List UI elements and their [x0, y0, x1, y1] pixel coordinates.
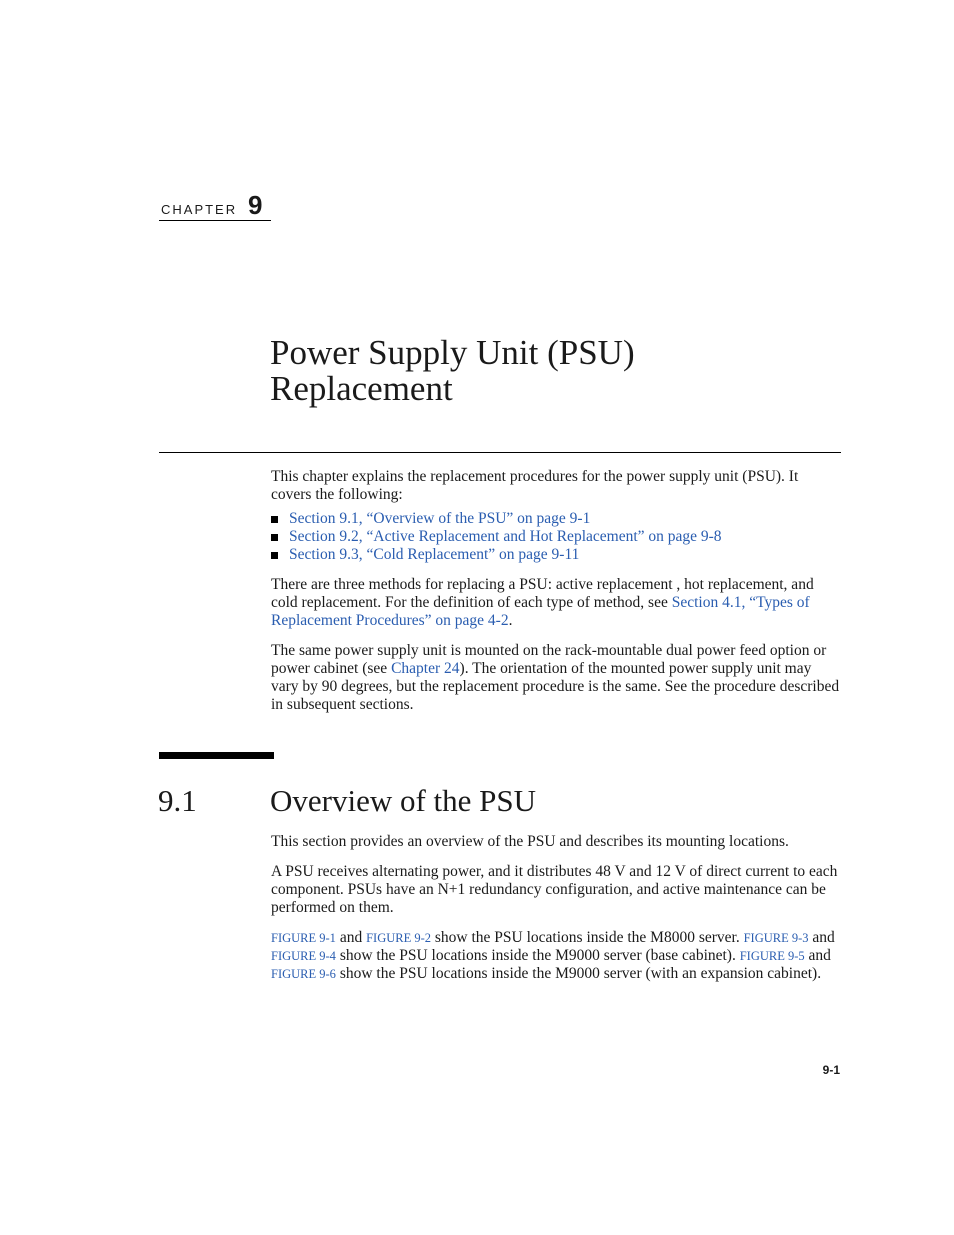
chapter-word: CHAPTER [161, 202, 238, 217]
text-m8000: show the PSU locations inside the M8000 server. [431, 929, 744, 946]
link-section-9-1[interactable]: Section 9.1, “Overview of the PSU” on page 9-1 [289, 510, 591, 527]
list-item [271, 546, 841, 564]
psu-power-paragraph: A PSU receives alternating power, and it distributes 48 V and 12 V of direct current to each component. PSUs have an N+1 redundancy configuration, and active maintenance can be performed on them. [271, 863, 838, 916]
link-section-4-1[interactable]: Section 4.1, “Types of Replacement Procedures” on page 4-2 [271, 594, 810, 629]
text-m9000-base: show the PSU locations inside the M9000 server (base cabinet). [335, 947, 740, 964]
link-figure-9-6[interactable]: FIGURE 9-6 [271, 967, 336, 981]
link-figure-9-2[interactable]: FIGURE 9-2 [366, 931, 432, 945]
list-item [271, 510, 841, 528]
section-bar [159, 752, 274, 759]
link-figure-9-5[interactable]: FIGURE 9-5 [739, 949, 805, 963]
methods-text: There are three methods for replacing a PSU: active replacement , hot replacement, and cold replacement. For the definition of each type of method, see [271, 576, 814, 611]
text-and: and [335, 929, 367, 946]
title-rule [159, 452, 841, 453]
link-chapter-24[interactable]: Chapter 24 [391, 660, 460, 677]
section-link-list [271, 510, 841, 564]
bullet-square-icon [271, 534, 278, 541]
page-number: 9-1 [822, 1063, 840, 1077]
text-and: and [808, 929, 835, 946]
list-item [271, 528, 841, 546]
intro-paragraph: This chapter explains the replacement procedures for the power supply unit (PSU). It covers the following: [271, 468, 799, 503]
text-m9000-expansion: show the PSU locations inside the M9000 server (with an expansion cabinet). [335, 965, 822, 982]
text-and: and [804, 947, 831, 964]
link-figure-9-4[interactable]: FIGURE 9-4 [271, 949, 336, 963]
link-figure-9-3[interactable]: FIGURE 9-3 [743, 931, 809, 945]
chapter-title [270, 335, 830, 407]
section-number: 9.1 [158, 783, 197, 818]
link-section-9-3[interactable]: Section 9.3, “Cold Replacement” on page 9-11 [289, 546, 580, 563]
chapter-label [159, 190, 271, 221]
figure-reference-paragraph [271, 929, 841, 983]
link-section-9-2[interactable]: Section 9.2, “Active Replacement and Hot Replacement” on page 9-8 [289, 528, 722, 545]
mounting-text: The same power supply unit is mounted on the rack-mountable dual power feed option or power cabinet (see [271, 642, 827, 677]
chapter-title-line1: Power Supply Unit (PSU) [270, 333, 635, 372]
chapter-number: 9 [248, 190, 263, 220]
mounting-text-end: ). The orientation of the mounted power supply unit may vary by 90 degrees, but the replacement procedure is the same. See the procedure described in subsequent sections. [271, 660, 840, 713]
overview-paragraph: This section provides an overview of the PSU and describes its mounting locations. [271, 833, 789, 850]
chapter-title-line2: Replacement [270, 369, 453, 408]
section-title: Overview of the PSU [270, 783, 537, 818]
methods-paragraph [271, 576, 841, 630]
mounting-paragraph [271, 642, 841, 714]
methods-text-end: . [508, 612, 513, 629]
bullet-square-icon [271, 552, 278, 559]
link-figure-9-1[interactable]: FIGURE 9-1 [271, 931, 336, 945]
bullet-square-icon [271, 516, 278, 523]
